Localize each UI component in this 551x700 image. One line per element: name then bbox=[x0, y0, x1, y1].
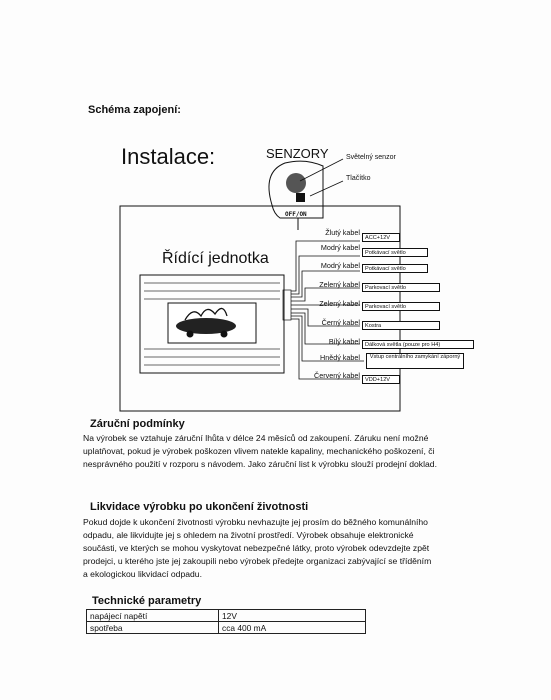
warranty-heading: Záruční podmínky bbox=[90, 418, 185, 430]
disposal-heading: Likvidace výrobku po ukončení životnosti bbox=[90, 501, 309, 513]
car-logo-icon bbox=[176, 318, 236, 334]
wire-label-5: Zelený kabel bbox=[319, 299, 360, 308]
target-box-6: Kostra bbox=[362, 321, 440, 330]
param-name: napájecí napětí bbox=[87, 610, 219, 622]
schema-heading: Schéma zapojení: bbox=[88, 104, 181, 116]
light-sensor-icon bbox=[286, 173, 306, 193]
tech-table bbox=[86, 609, 366, 634]
disposal-text bbox=[83, 516, 533, 581]
target-box-5: Parkovací světlo bbox=[362, 302, 440, 311]
target-box-3: Potkávací světlo bbox=[362, 264, 428, 273]
table-row bbox=[87, 610, 366, 622]
target-box-9: VDD+12V bbox=[362, 375, 400, 384]
target-box-7: Dálková světla (pouze pro H4) bbox=[362, 340, 474, 349]
wire-label-3: Modrý kabel bbox=[320, 261, 360, 270]
target-box-2: Potkávací světlo bbox=[362, 248, 428, 257]
sensors-title: SENZORY bbox=[266, 146, 329, 161]
wire-label-7: Bílý kabel bbox=[328, 337, 360, 346]
wire-label-6: Černý kabel bbox=[321, 318, 360, 327]
warranty-line: Na výrobek se vztahuje záruční lhůta v délce 24 měsíců od zakoupení. Záruku není možné bbox=[83, 433, 429, 443]
control-unit-title: Řídící jednotka bbox=[162, 250, 269, 267]
off-on-label: OFF/ON bbox=[285, 211, 307, 218]
disposal-line: součásti, ve kterých se mohou vyskytovat nebezpečné látky, proto výrobek odevzdejte zpět bbox=[83, 543, 430, 553]
tech-heading: Technické parametry bbox=[92, 595, 202, 607]
target-box-4: Parkovací světlo bbox=[362, 283, 440, 292]
wire-label-2: Modrý kabel bbox=[320, 243, 360, 252]
param-value: 12V bbox=[219, 610, 366, 622]
warranty-line: nesprávného použití v rozporu s návodem. Jako záruční list k výrobku slouží prodejní doklad. bbox=[83, 459, 437, 469]
light-sensor-label: Světelný senzor bbox=[346, 154, 396, 161]
target-box-8: Vstup centrálního zamykání záporný bbox=[366, 353, 464, 369]
table-row bbox=[87, 622, 366, 634]
wire-label-1: Žlutý kabel bbox=[325, 228, 360, 237]
disposal-line: prodejci, u kterého jste jej zakoupili nebo výrobek předejte organizaci zabývající se tříděním bbox=[83, 556, 432, 566]
disposal-line: odpadu, ale likvidujte jej s ohledem na životní prostředí. Výrobek obsahuje elektronické bbox=[83, 530, 414, 540]
wire-label-9: Červený kabel bbox=[314, 371, 360, 380]
warranty-text bbox=[83, 432, 533, 471]
install-title: Instalace: bbox=[121, 144, 216, 169]
disposal-line: a ekologickou likvidací odpadu. bbox=[83, 569, 202, 579]
wire-label-8: Hnědý kabel bbox=[320, 353, 360, 362]
button-icon bbox=[296, 193, 305, 202]
disposal-line: Pokud dojde k ukončení životnosti výrobku nevhazujte jej prosím do běžného komunálního bbox=[83, 517, 428, 527]
warranty-line: uplatňovat, pokud je výrobek poškozen vlivem natekle kapaliny, mechanického poškození, či bbox=[83, 446, 435, 456]
button-label: Tlačítko bbox=[346, 175, 371, 182]
wire-label-4: Zelený kabel bbox=[319, 280, 360, 289]
param-name: spotřeba bbox=[87, 622, 219, 634]
target-box-1: ACC+12V bbox=[362, 233, 400, 242]
param-value: cca 400 mA bbox=[219, 622, 366, 634]
